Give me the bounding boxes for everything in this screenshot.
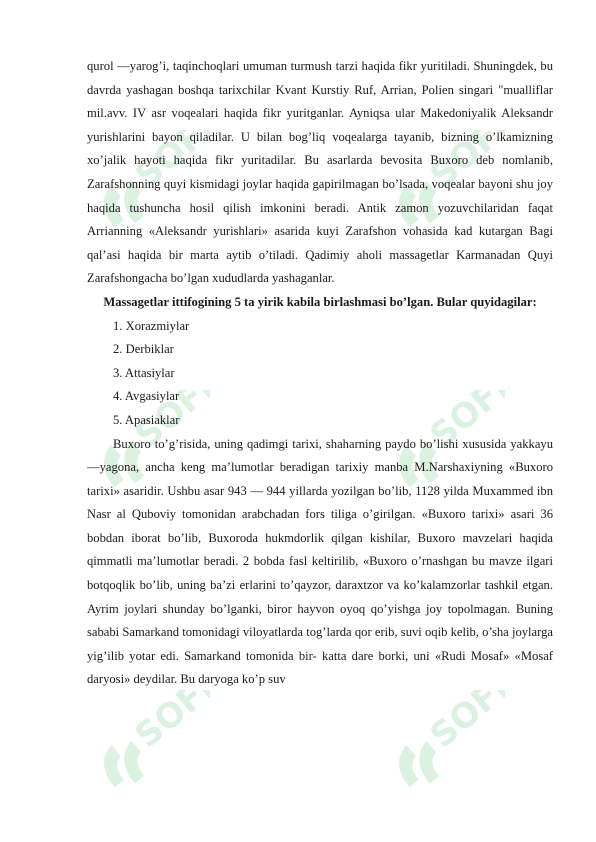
watermark-text: SOFF [127,390,210,457]
list-item: 4. Avgasiylar [113,389,180,404]
watermark-text: SOFF [422,390,505,457]
watermark-text: SOFF [422,130,505,197]
watermark-text: SOFF [422,690,505,757]
watermark-logo [365,690,505,790]
section-heading: Massagetlar ittifogining 5 ta yirik kabila birlashmasi bo’lgan. Bular quyidagilar: [103,294,537,309]
page-body [87,55,553,692]
paragraph: Buxoro to’g’risida, uning qadimgi tarixi, shaharning paydo bo’lishi xususida yakkayu —yagona, ancha keng ma’lumotlar beradigan tarixiy manba M.Narshaxiyning «Buxoro tarixi» asaridir. Ushbu asar 943 — 944 yillarda yozilgan bo’lib, 1128 yilda Muxammed ibn Nasr al Quboviy tomonidan arabchadan fors tiliga o’girilgan. «Buxoro tarixi» asari 36 bobdan iborat bo’lib, Buxoroda hukmdorlik qilgan kishilar, Buxoro mavzelari haqida qimmatli ma’lumotlar beradi. 2 bobda fasl keltirilib, «Buxoro o’rnashgan bu mavze ilgari botqoqlik bo’lib, uning ba’zi erlarini to’qayzor, daraxtzor va ko’kalamzorlar tashkil etgan. Ayrim joylari shunday bo’lganki, biror hayvon oyoq qo’yishga joy topolmagan. Buning sababi Samarkand tomonidagi viloyatlarda tog’larda qor erib, suvi oqib kelib, o’sha joylarga yig’ilib yotar edi. Samarkand tomonida bir- katta dare borki, uni «Rudi Mosaf» «Mosaf daryosi» deydilar. Bu daryoga ko’p suv [87,436,553,687]
list-item: 3. Attasiylar [113,365,175,380]
list-item: 1. Xorazmiylar [113,318,190,333]
watermark-text: SOFF [127,130,210,197]
tribe-list [87,315,553,433]
paragraph: qurol —yarog’i, taqinchoqlari umuman turmush tarzi haqida fikr yuritiladi. Shuningdek, bu davrda yashagan boshqa tarixchilar Kvant Kurstiy Ruf, Arrian, Polien singari "mualliflar mil.avv. IV asr voqealari haqida fikr yuritganlar. Ayniqsa ular Makedoniyalik Aleksandr yurishlarini bayon qiladilar. U bilan bog’liq voqealarga tayanib, bizning o’lkamizning xo’jalik hayoti haqida fikr yuritadilar. Bu asarlarda bevosita Buxoro deb nomlanib, Zarafshonning quyi kismidagi joylar haqida gapirilmagan bo’lsada, voqealar bayoni shu joy haqida tushuncha hosil qilish imkonini beradi. Antik zamon yozuvchilaridan faqat Arrianning «Aleksandr yurishlari» asarida kuyi Zarafshon vohasida kad kutargan Bagi qal’asi haqida bir marta aytib o’tiladi. Qadimiy aholi massagetlar Karmanadan Quyi Zarafshongacha bo’lgan xududlarda yashaganlar. [87,59,553,286]
list-item: 2. Derbiklar [113,342,174,357]
watermark-logo [70,690,210,790]
watermark-text: SOFF [127,690,210,757]
list-item: 5. Apasiaklar [113,412,180,427]
